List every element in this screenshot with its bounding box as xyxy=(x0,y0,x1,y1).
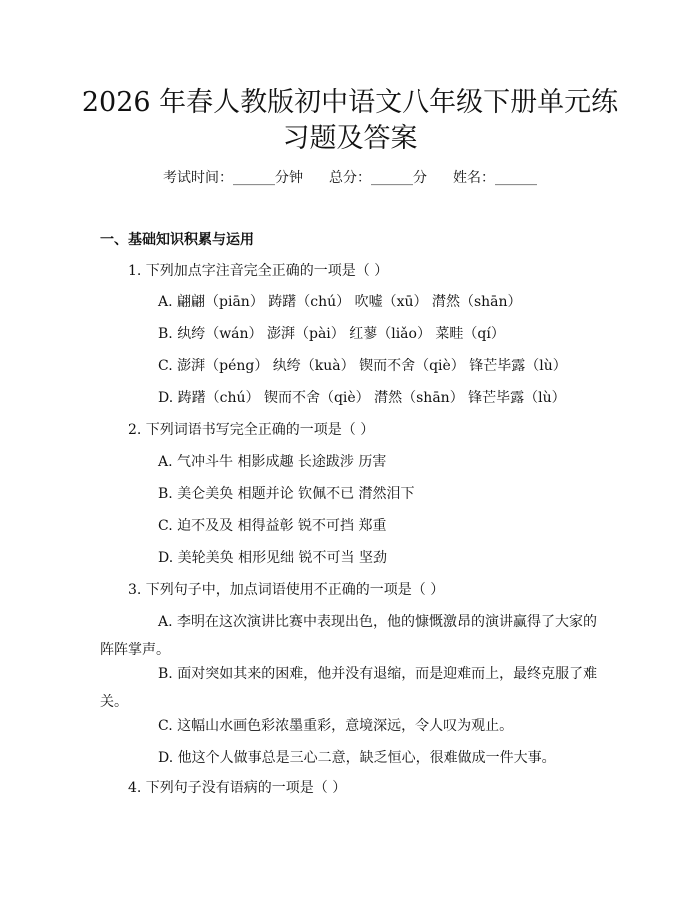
question-2-option-b: B. 美仑美奂 相题并论 钦佩不已 潸然泪下 xyxy=(158,486,415,502)
document-title-line-2: 习题及答案 xyxy=(282,123,418,154)
question-1-option-d: D. 踌躇（chú） 锲而不舍（qiè） 潸然（shān） 锋芒毕露（lù） xyxy=(158,390,566,406)
total-score: 总分：______分 xyxy=(329,170,427,186)
document-title-line-1: 2026 年春人教版初中语文八年级下册单元练 xyxy=(81,87,619,118)
question-2-option-d: D. 美轮美奂 相形见绌 锐不可当 坚劲 xyxy=(158,550,387,566)
question-2-stem: 2. 下列词语书写完全正确的一项是（ ） xyxy=(128,422,375,438)
question-2-option-a: A. 气冲斗牛 相影成趣 长途跋涉 历害 xyxy=(158,454,387,470)
question-3-option-a: A. 李明在这次演讲比赛中表现出色，他的慷慨激昂的演讲赢得了大家的阵阵掌声。 xyxy=(100,614,598,658)
question-1-option-c: C. 澎湃（péng） 纨绔（kuà） 锲而不舍（qiè） 锋芒毕露（lù） xyxy=(158,358,567,374)
question-1-option-b: B. 纨绔（wán） 澎湃（pài） 红蓼（liǎo） 菜畦（qí） xyxy=(158,326,505,342)
exam-meta xyxy=(0,168,700,188)
question-1-stem: 1. 下列加点字注音完全正确的一项是（ ） xyxy=(128,263,389,279)
student-name: 姓名：______ xyxy=(453,170,537,186)
question-3-stem: 3. 下列句子中，加点词语使用不正确的一项是（ ） xyxy=(128,582,445,598)
question-3-option-c: C. 这幅山水画色彩浓墨重彩，意境深远，令人叹为观止。 xyxy=(158,718,514,734)
question-3-option-d: D. 他这个人做事总是三心二意，缺乏恒心，很难做成一件大事。 xyxy=(158,750,556,766)
section-heading: 一、基础知识积累与运用 xyxy=(100,232,254,248)
question-1-option-a: A. 翩翩（piān） 踌躇（chú） 吹嘘（xū） 潸然（shān） xyxy=(158,294,522,310)
question-3-option-b: B. 面对突如其来的困难，他并没有退缩，而是迎难而上，最终克服了难关。 xyxy=(100,666,598,710)
question-2-option-c: C. 迫不及及 相得益彰 锐不可挡 郑重 xyxy=(158,518,387,534)
exam-time: 考试时间：______分钟 xyxy=(163,170,303,186)
question-4-stem: 4. 下列句子没有语病的一项是（ ） xyxy=(128,780,347,796)
